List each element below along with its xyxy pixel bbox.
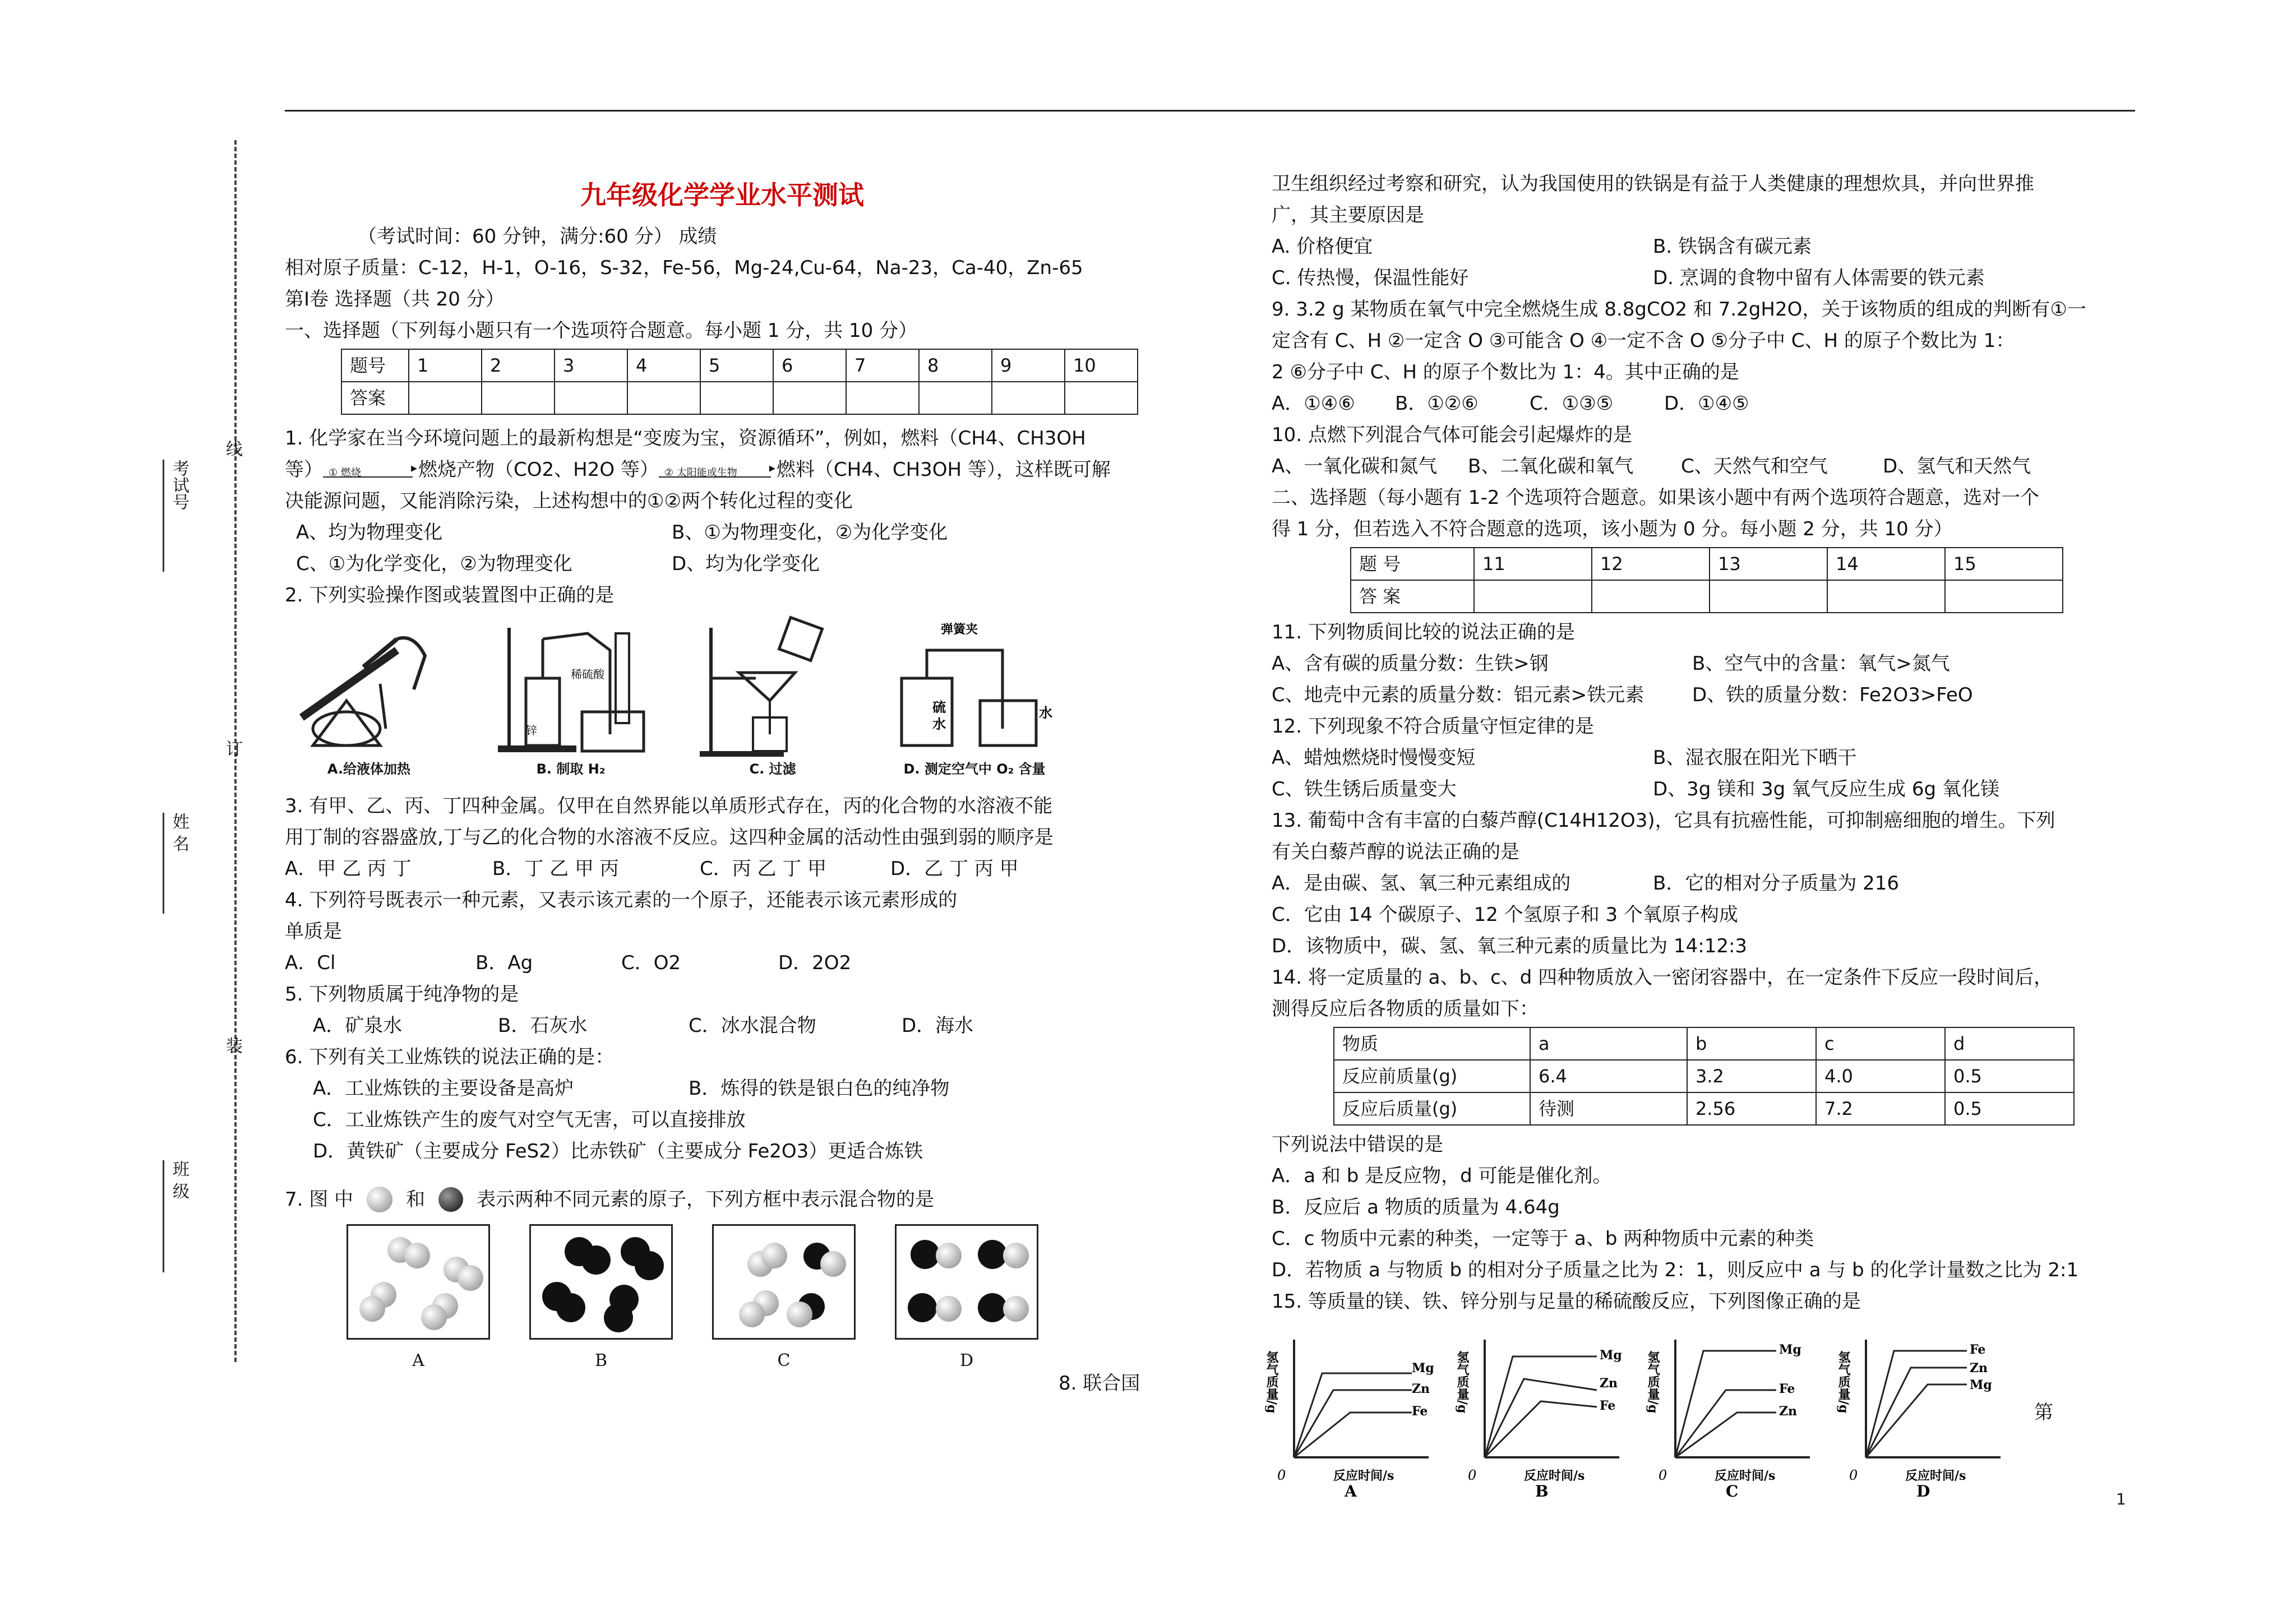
graph-label: Zn (1970, 1361, 1988, 1376)
q5-option-d: D．海水 (902, 1015, 974, 1037)
q15-graph-c (1646, 1328, 1821, 1501)
graph-origin: 0 (1659, 1467, 1667, 1483)
answer-cell[interactable] (409, 382, 482, 414)
q14-line1: 14. 将一定质量的 a、b、c、d 四种物质放入一密闭容器中，在一定条件下反应一段时间后， (1272, 966, 2053, 989)
graph-letter: A (1345, 1482, 1357, 1501)
graph-svg (1646, 1328, 1821, 1501)
q9-option-d: D．①④⑤ (1664, 392, 1749, 415)
q8-line1: 卫生组织经过考察和研究，认为我国使用的铁锅是有益于人类健康的理想炊具，并向世界推 (1272, 173, 2034, 195)
q8-option-b: B. 铁锅含有碳元素 (1653, 235, 1812, 258)
fig-label-dilute-acid: 稀硫酸 (571, 668, 604, 681)
answer-cell[interactable] (1710, 580, 1827, 613)
fig-label-clamp: 弹簧夹 (941, 623, 978, 637)
oxygen-measurement-icon (890, 617, 1059, 762)
table-cell: 7 (846, 349, 919, 382)
table-cell: 4.0 (1816, 1060, 1945, 1092)
light-atom-icon (421, 1304, 447, 1330)
graph-svg (1264, 1328, 1440, 1501)
table-cell: 2 (482, 349, 555, 382)
graph-line-zn (1866, 1368, 1967, 1457)
box-label: B (594, 1351, 608, 1370)
q1-arrow-2 (659, 457, 777, 485)
q8-option-c: C. 传热慢，保温性能好 (1272, 267, 1469, 289)
q12-option-d: D、3g 镁和 3g 氧气反应生成 6g 氧化镁 (1653, 778, 1999, 800)
q8-line2: 广，其主要原因是 (1272, 204, 1424, 226)
fig-label-water-2: 水 (1039, 705, 1052, 721)
fig-caption: D. 测定空气中 O₂ 含量 (903, 761, 1046, 777)
q8-options-row2 (1272, 262, 2141, 294)
q3-option-d: D．乙 丁 丙 甲 (890, 858, 1019, 880)
q6-stem: 6. 下列有关工业炼铁的说法正确的是： (285, 1046, 615, 1068)
q11-option-c: C、地壳中元素的质量分数：铝元素>铁元素 (1272, 684, 1644, 706)
q14-option-d: D．若物质 a 与物质 b 的相对分子质量之比为 2：1，则反应中 a 与 b 的化学计量数之比为 2:1 (1272, 1259, 2079, 1281)
class-field (163, 1160, 191, 1272)
table-row (1351, 580, 2063, 613)
graph-line-zn (1485, 1379, 1597, 1457)
q4-option-a: A．Cl (285, 952, 336, 974)
q5-options (285, 1010, 1159, 1041)
q14-option-a: A．a 和 b 是反应物，d 可能是催化剂。 (1272, 1165, 1612, 1187)
q2-stem: 2. 下列实验操作图或装置图中正确的是 (285, 584, 615, 606)
q15-graph-d (1836, 1328, 2012, 1501)
q4-option-d: D．2O2 (778, 952, 852, 974)
q2-fig-d (890, 617, 1059, 785)
table-row (341, 382, 1138, 414)
table-row (341, 349, 1138, 382)
table-cell: 1 (409, 349, 482, 382)
q6-option-a: A．工业炼铁的主要设备是高炉 (313, 1077, 574, 1100)
answer-cell[interactable] (1065, 382, 1138, 414)
q10-option-d: D、氢气和天然气 (1883, 455, 2031, 478)
table-cell: a (1530, 1027, 1687, 1060)
q13-options-row1 (1272, 868, 2141, 899)
graph-label: Zn (1412, 1382, 1430, 1396)
graph-origin: 0 (1849, 1467, 1858, 1483)
fig-caption: A.给液体加热 (327, 761, 411, 777)
left-column (285, 168, 1159, 1395)
graph-line-fe (1485, 1401, 1597, 1457)
graph-svg (1836, 1328, 2012, 1501)
q1-arrow-1 (323, 457, 418, 485)
q7-boxes (285, 1224, 1159, 1377)
q11-options-row2 (1272, 679, 2141, 711)
table-cell: 0.5 (1945, 1060, 2074, 1092)
table-cell: 2.56 (1687, 1092, 1816, 1125)
graph-ylabel: 氢气质量/g (1264, 1351, 1279, 1414)
graph-xlabel: 反应时间/s (1905, 1469, 1966, 1483)
q12-stem: 12. 下列现象不符合质量守恒定律的是 (1272, 715, 1594, 738)
q7-box-d (895, 1224, 1038, 1377)
q5-option-c: C．冰水混合物 (689, 1015, 816, 1037)
q10-option-b: B、二氧化碳和氧气 (1468, 455, 1634, 478)
q3-option-a: A．甲 乙 丙 丁 (285, 858, 412, 880)
table-cell: 反应后质量(g) (1334, 1092, 1530, 1125)
q11-option-d: D、铁的质量分数：Fe2O3>FeO (1692, 684, 1973, 706)
fig-label-sulfur: 硫 (932, 700, 946, 715)
answer-cell[interactable] (919, 382, 992, 414)
q13-option-d: D．该物质中，碳、氢、氧三种元素的质量比为 14:12:3 (1272, 935, 1748, 957)
graph-svg (1455, 1328, 1630, 1501)
answer-table-1 (341, 349, 1138, 415)
dark-atom-icon (604, 1303, 633, 1332)
table-cell: d (1945, 1027, 2074, 1060)
q3-options (285, 853, 1159, 884)
graph-label: Mg (1970, 1378, 1992, 1392)
dark-atom-icon (908, 1293, 937, 1322)
q6-option-b: B．炼得的铁是银白色的纯净物 (689, 1077, 950, 1100)
q3-option-b: B．丁 乙 甲 丙 (492, 858, 619, 880)
arrow-line (659, 476, 771, 478)
graph-label: Fe (1412, 1404, 1428, 1419)
answer-cell[interactable] (846, 382, 919, 414)
answer-cell[interactable] (773, 382, 846, 414)
answer-cell[interactable] (992, 382, 1065, 414)
dark-atom-icon (581, 1245, 611, 1275)
q4-line2: 单质是 (285, 920, 342, 943)
box-label: D (959, 1351, 974, 1370)
name-label: 姓 名 (169, 813, 189, 852)
arrow-line (323, 476, 413, 478)
section1-heading: 一、选择题（下列每小题只有一个选项符合题意。每小题 1 分，共 10 分） (285, 319, 918, 342)
q15-graph-a (1264, 1328, 1440, 1501)
light-atom-icon (458, 1265, 483, 1291)
graph-letter: D (1916, 1482, 1930, 1501)
binding-mark-line: 线 (223, 440, 242, 457)
table-cell: 6 (773, 349, 846, 382)
q4-option-c: C．O2 (621, 952, 681, 974)
light-atom-icon (820, 1251, 846, 1277)
table-row (1334, 1092, 2074, 1125)
q14-after: 下列说法中错误的是 (1272, 1133, 1443, 1156)
graph-label: Mg (1600, 1348, 1622, 1363)
q1-text-a: 等） (285, 459, 323, 481)
q13-option-c: C．它由 14 个碳原子、12 个氢原子和 3 个氧原子构成 (1272, 904, 1738, 926)
answer-cell[interactable] (1474, 580, 1592, 613)
table-cell: 11 (1474, 548, 1592, 580)
q9-options (1272, 388, 2141, 419)
table-cell: 反应前质量(g) (1334, 1060, 1530, 1092)
q7-text-a: 7. 图 中 (285, 1188, 354, 1211)
q15-graphs (1264, 1328, 2141, 1501)
answer-cell[interactable] (627, 382, 700, 414)
q7-box-a (347, 1224, 490, 1377)
q11-option-a: A、含有碳的质量分数：生铁>钢 (1272, 652, 1549, 675)
q12-option-c: C、铁生锈后质量变大 (1272, 778, 1457, 800)
q4-line1: 4. 下列符号既表示一种元素，又表示该元素的一个原子，还能表示该元素形成的 (285, 889, 958, 911)
table-cell: 0.5 (1945, 1092, 2074, 1125)
q5-option-a: A．矿泉水 (313, 1015, 403, 1037)
q7-box-c (712, 1224, 856, 1377)
filtration-icon (689, 617, 857, 762)
table-cell: 9 (992, 349, 1065, 382)
answer-table-2 (1350, 547, 2063, 613)
table-cell: 4 (627, 349, 700, 382)
table-row (1351, 548, 2063, 580)
arrow-label: ② 太阳能或生物 (664, 467, 737, 479)
table-cell: b (1687, 1027, 1816, 1060)
q5-option-b: B．石灰水 (498, 1015, 588, 1037)
right-column (1264, 168, 2141, 1501)
light-atom-icon (936, 1296, 962, 1322)
q15-stem: 15. 等质量的镁、铁、锌分别与足量的稀硫酸反应，下列图像正确的是 (1272, 1290, 1861, 1313)
q2-fig-b (487, 617, 655, 785)
q8-start: 8. 联合国 (1059, 1372, 1140, 1395)
q12-options-row1 (1272, 742, 2141, 774)
graph-line-mg (1675, 1351, 1776, 1457)
exam-number-field (163, 460, 191, 572)
light-atom-icon (1003, 1243, 1029, 1268)
q9-line2: 定含有 C、H ②一定含 O ③可能含 O ④一定不含 O ⑤分子中 C、H 的原子个数比为 1： (1272, 330, 2015, 352)
q4-option-b: B．Ag (475, 952, 533, 974)
table-cell: 15 (1945, 548, 2063, 580)
exam-number-label: 考试号 (169, 460, 189, 510)
q12-options-row2 (1272, 774, 2141, 805)
q8-option-d: D. 烹调的食物中留有人体需要的铁元素 (1653, 267, 1985, 289)
q11-stem: 11. 下列物质间比较的说法正确的是 (1272, 621, 1575, 643)
top-rule (285, 110, 2135, 112)
q1-options-row1 (285, 517, 1159, 548)
molecule-box (529, 1224, 673, 1340)
q2-fig-a (285, 617, 453, 785)
q15-graph-b (1455, 1328, 1630, 1501)
q1-line3: 决能源问题，又能消除污染，上述构想中的①②两个转化过程的变化 (285, 490, 853, 512)
page-number: 1 (2116, 1490, 2126, 1508)
q11-option-b: B、空气中的含量：氧气>氮气 (1692, 652, 1950, 675)
q9-option-c: C．①③⑤ (1530, 392, 1614, 415)
class-label: 班 级 (169, 1160, 189, 1200)
q7-text-c: 表示两种不同元素的原子，下列方框中表示混合物的是 (477, 1188, 935, 1211)
q13-line2: 有关白藜芦醇的说法正确的是 (1272, 841, 1519, 863)
atomic-masses: 相对原子质量：C-12，H-1，O-16，S-32，Fe-56，Mg-24,Cu-64，Na-23，Ca-40，Zn-65 (285, 257, 1083, 279)
answer-cell[interactable] (1592, 580, 1710, 613)
table-cell: 7.2 (1816, 1092, 1945, 1125)
heating-liquid-icon (285, 617, 453, 762)
molecule-box (712, 1224, 856, 1340)
table-cell: 物质 (1334, 1027, 1530, 1060)
table-cell: 待测 (1530, 1092, 1687, 1125)
q10-option-a: A、一氧化碳和氮气 (1272, 455, 1438, 478)
light-atom-icon (359, 1296, 385, 1322)
q7-stem (285, 1184, 1159, 1215)
fig-caption: B. 制取 H₂ (536, 761, 606, 777)
box-label: C (777, 1351, 791, 1370)
q14-option-c: C．c 物质中元素的种类，一定等于 a、b 两种物质中元素的种类 (1272, 1228, 1814, 1250)
graph-line-zn (1294, 1390, 1412, 1457)
table-cell: 3.2 (1687, 1060, 1816, 1092)
q12-option-b: B、湿衣服在阳光下晒干 (1653, 747, 1857, 769)
binding-mark-zhuang: 装 (223, 1037, 242, 1054)
q9-line1: 9. 3.2 g 某物质在氧气中完全燃烧生成 8.8gCO2 和 7.2gH2O，关于该物质的组成的判断有①一 (1272, 298, 2086, 321)
graph-line-fe (1294, 1413, 1412, 1457)
part1-heading: 第Ⅰ卷 选择题（共 20 分） (285, 288, 505, 311)
section2-line2: 得 1 分，但若选入不符合题意的选项，该小题为 0 分。每小题 2 分，共 10 分） (1272, 518, 1953, 540)
q10-options (1272, 451, 2141, 482)
q3-option-c: C．丙 乙 丁 甲 (700, 858, 827, 880)
box-label: A (412, 1351, 424, 1370)
arrow-head-icon: ▸ (410, 461, 417, 475)
q7-text-b: 和 (406, 1188, 426, 1211)
fig-caption: C. 过滤 (749, 761, 796, 777)
light-atom-icon (1003, 1296, 1029, 1322)
q1-option-c: C、①为化学变化，②为物理变化 (296, 553, 572, 575)
q9-option-a: A．①④⑥ (1272, 392, 1355, 415)
graph-xlabel: 反应时间/s (1333, 1469, 1394, 1483)
answer-cell[interactable] (482, 382, 555, 414)
graph-letter: C (1726, 1482, 1739, 1501)
q6-option-c: C．工业炼铁产生的废气对空气无害，可以直接排放 (313, 1109, 746, 1131)
q9-line3: 2 ⑥分子中 C、H 的原子个数比为 1：4。其中正确的是 (1272, 361, 1739, 383)
graph-line-zn (1675, 1413, 1776, 1457)
dark-atom-icon (635, 1251, 664, 1280)
q3-line2: 用丁制的容器盛放,丁与乙的化合物的水溶液不反应。这四种金属的活动性由强到弱的顺序是 (285, 826, 1054, 849)
answer-cell[interactable] (700, 382, 773, 414)
graph-label: Zn (1600, 1376, 1618, 1391)
table-cell: 3 (555, 349, 627, 382)
binding-mark-ding: 订 (223, 740, 242, 757)
q10-option-c: C、天然气和空气 (1681, 455, 1828, 478)
q1-options-row2 (285, 548, 1159, 580)
fig-label-water-1: 水 (932, 716, 946, 732)
graph-letter: B (1535, 1482, 1549, 1501)
q12-option-a: A、蜡烛燃烧时慢慢变短 (1272, 747, 1476, 769)
graph-label: Fe (1779, 1382, 1795, 1396)
q6-option-d: D．黄铁矿（主要成分 FeS2）比赤铁矿（主要成分 Fe2O3）更适合炼铁 (313, 1140, 923, 1163)
graph-label: Zn (1779, 1404, 1798, 1419)
light-atom-icon (936, 1243, 962, 1268)
q13-option-b: B．它的相对分子质量为 216 (1653, 872, 1900, 895)
q3-line1: 3. 有甲、乙、丙、丁四种金属。仅甲在自然界能以单质形式存在，丙的化合物的水溶液不能 (285, 795, 1053, 817)
q1-option-b: B、①为物理变化，②为化学变化 (672, 521, 948, 544)
light-atom-icon (761, 1243, 787, 1268)
q1-line1: 1. 化学家在当今环境问题上的最新构想是“变废为宝，资源循环”，例如，燃料（CH4、CH3OH (285, 427, 1086, 450)
table-row (1334, 1060, 2074, 1092)
table-cell: 8 (919, 349, 992, 382)
answer-cell[interactable] (1945, 580, 2063, 613)
exam-title: 九年级化学学业水平测试 (580, 180, 864, 210)
light-atom-icon (404, 1243, 430, 1268)
arrow-head-icon: ▸ (769, 461, 775, 475)
q13-line1: 13. 葡萄中含有丰富的白藜芦醇(C14H12O3)，它具有抗癌性能，可抑制癌细胞的增生。下列 (1272, 809, 2055, 832)
q7-box-b (529, 1224, 673, 1377)
table-cell: 题 号 (1351, 548, 1474, 580)
q13-option-a: A．是由碳、氢、氧三种元素组成的 (1272, 872, 1571, 895)
graph-label: Fe (1970, 1342, 1986, 1357)
q1-line2 (285, 454, 1159, 485)
light-atom-icon (787, 1302, 812, 1327)
q8-options-row1 (1272, 231, 2141, 262)
q10-stem: 10. 点燃下列混合气体可能会引起爆炸的是 (1272, 424, 1632, 446)
graph-label: Mg (1779, 1342, 1801, 1357)
table-cell: c (1816, 1027, 1945, 1060)
q14-table (1333, 1027, 2075, 1126)
q14-option-b: B．反应后 a 物质的质量为 4.64g (1272, 1196, 1560, 1219)
graph-label: Mg (1412, 1361, 1434, 1376)
q1-option-d: D、均为化学变化 (672, 553, 820, 575)
graph-ylabel: 氢气质量/g (1646, 1351, 1660, 1414)
answer-cell[interactable] (555, 382, 627, 414)
answer-label: 答案 (341, 382, 409, 414)
dark-atom-icon (438, 1187, 463, 1212)
q1-text-b: 燃烧产物（CO2、H2O 等） (418, 459, 659, 481)
molecule-box (347, 1224, 490, 1340)
graph-origin: 0 (1277, 1467, 1286, 1483)
q1-option-a: A、均为物理变化 (296, 521, 443, 544)
q14-line2: 测得反应后各物质的质量如下： (1272, 998, 1539, 1020)
graph-ylabel: 氢气质量/g (1455, 1351, 1470, 1414)
section2-line1: 二、选择题（每小题有 1-2 个选项符合题意。如果该小题中有两个选项符合题意，选对一个 (1272, 487, 2040, 509)
graph-line-mg (1485, 1356, 1597, 1457)
graph-xlabel: 反应时间/s (1524, 1469, 1585, 1483)
dark-atom-icon (556, 1293, 585, 1322)
graph-origin: 0 (1468, 1467, 1477, 1483)
q6-options-row1 (285, 1073, 1159, 1104)
q5-stem: 5. 下列物质属于纯净物的是 (285, 983, 519, 1006)
q8-option-a: A. 价格便宜 (1272, 235, 1373, 258)
q4-options (285, 947, 1159, 979)
molecule-box (895, 1224, 1038, 1340)
hydrogen-apparatus-icon (487, 617, 655, 762)
table-cell: 13 (1710, 548, 1827, 580)
graph-xlabel: 反应时间/s (1715, 1469, 1776, 1483)
q2-fig-c (689, 617, 857, 785)
graph-label: Fe (1600, 1398, 1616, 1413)
q9-option-b: B．①②⑥ (1395, 392, 1479, 415)
table-row (1334, 1027, 2074, 1060)
table-cell: 6.4 (1530, 1060, 1687, 1092)
answer-label: 答 案 (1351, 580, 1474, 613)
graph-line-mg (1866, 1384, 1967, 1457)
graph-line-mg (1294, 1373, 1412, 1457)
fig-label-zinc: 锌 (526, 724, 537, 737)
q1-text-c: 燃料（CH4、CH3OH 等），这样既可解 (776, 459, 1111, 481)
table-cell: 12 (1592, 548, 1710, 580)
light-atom-icon (367, 1187, 392, 1212)
q11-options-row1 (1272, 648, 2141, 679)
light-atom-icon (739, 1302, 765, 1327)
q2-figures (285, 617, 1159, 785)
exam-info: （考试时间：60 分钟，满分:60 分） 成绩 (358, 225, 717, 248)
table-cell: 题号 (341, 349, 409, 382)
table-cell: 5 (700, 349, 773, 382)
table-cell: 10 (1065, 349, 1138, 382)
name-field (163, 813, 191, 914)
arrow-label: ① 燃烧 (329, 467, 361, 479)
table-cell: 14 (1827, 548, 1945, 580)
answer-cell[interactable] (1827, 580, 1945, 613)
graph-ylabel: 氢气质量/g (1836, 1351, 1851, 1414)
q15-trailing: 第 (2034, 1401, 2053, 1424)
